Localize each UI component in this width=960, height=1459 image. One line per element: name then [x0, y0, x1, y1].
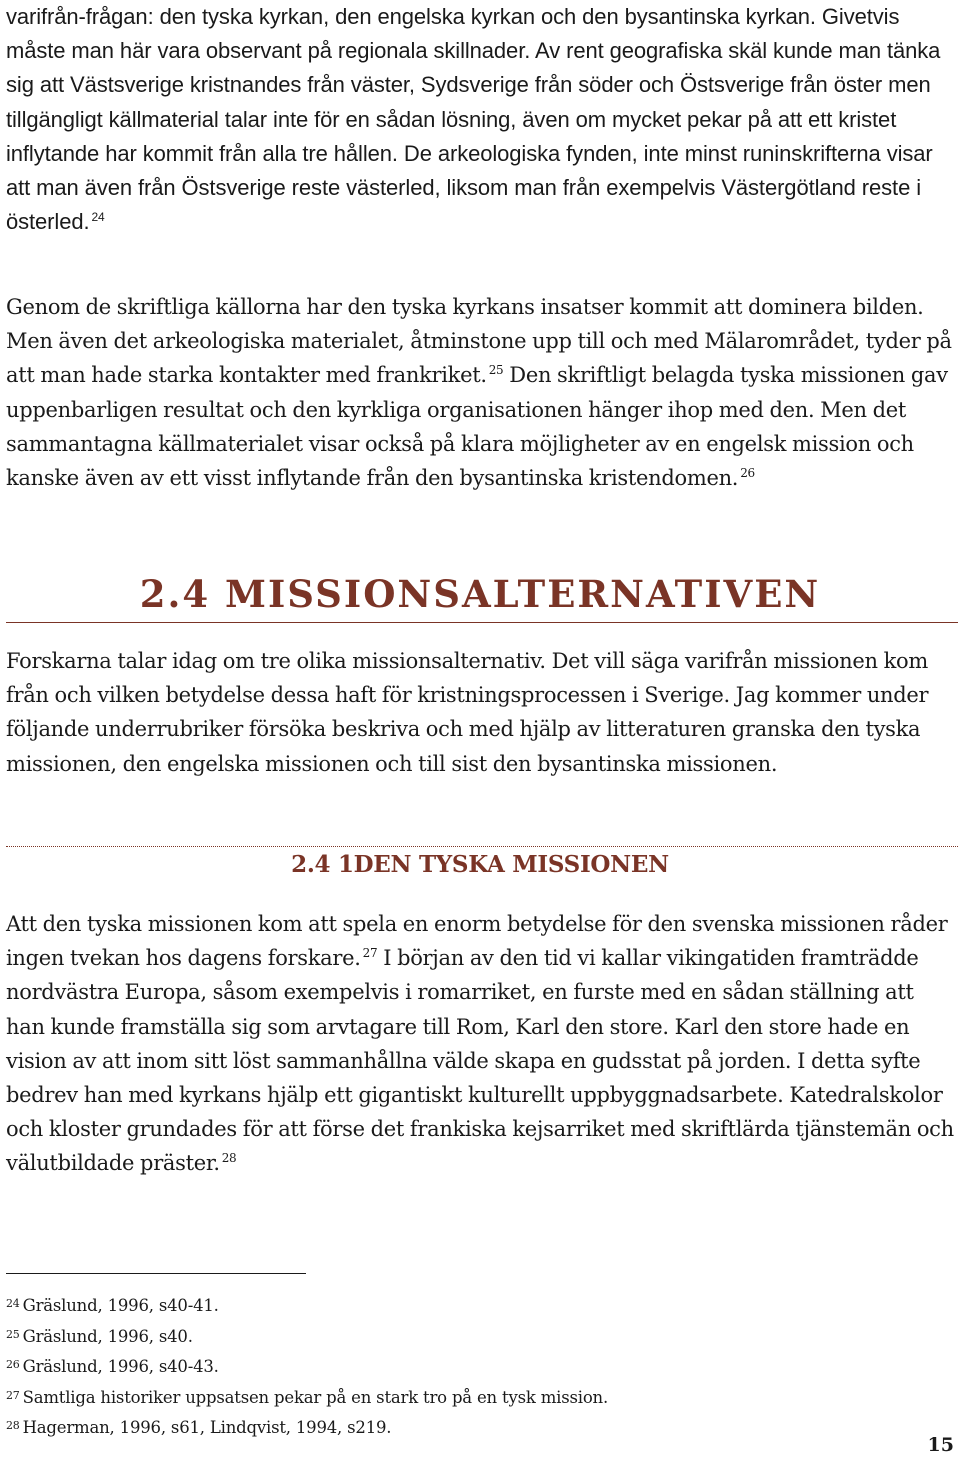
footnote-item	[6, 1351, 946, 1382]
footnote-item	[6, 1382, 946, 1413]
footnote-number: 24	[6, 1297, 20, 1310]
footnote-item	[6, 1290, 946, 1321]
footnote-number: 27	[6, 1388, 20, 1402]
footnote-text: Hagerman, 1996, s61, Lindqvist, 1994, s219.	[22, 1418, 392, 1437]
footnote-number: 25	[6, 1327, 20, 1341]
body-paragraph-text: Den skriftligt belagda tyska missionen gav uppenbarligen resultat och den kyrkliga organisationen hänger ihop med den. Men det sammantagna källmaterialet visar också på klara möjligheter av en engelsk mission och kanske även av ett visst inflytande från den bysantinska kristendomen.	[6, 363, 948, 491]
footnote-separator	[6, 1273, 306, 1274]
subsection-heading: 2.4 1DEN TYSKA MISSIONEN	[291, 851, 669, 878]
footnote-text: Samtliga historiker uppsatsen pekar på en stark tro på en tysk mission.	[22, 1387, 609, 1407]
page-number: 15	[927, 1434, 954, 1456]
body-paragraph-text: Genom de skriftliga källorna har den tyska kyrkans insatser kommit att dominera bilden. Men även det arkeologiska materialet, åtminstone upp till och med Mälarområdet, tyder på att man hade starka kontakter med frankriket.	[6, 295, 952, 388]
footnote-ref-27[interactable]: 27	[362, 946, 378, 961]
footnote-ref-25[interactable]: 25	[488, 363, 504, 378]
subsection-paragraph-text: Att den tyska missionen kom att spela en enorm betydelse för den svenska missionen råder ingen tvekan hos dagens forskare.	[6, 912, 948, 971]
subsection-paragraph	[6, 907, 956, 1181]
subsection-paragraph-text: I början av den tid vi kallar vikingatiden framträdde nordvästra Europa, såsom exempelvis i romarriket, en furste med en sådan ställning att han kunde framställa sig som arvtagare till Rom, Karl den store. Karl den store hade en vision av att inom sitt löst sammanhållna välde skapa en gudsstat på jorden. I detta syfte bedrev han med kyrkans hjälp ett gigantiskt kulturellt uppbyggnadsarbete. Katedralskolor och kloster grundades för att förse det frankiska kejsarriket med skriftlärda tjänstemän och välutbildade präster.	[6, 946, 954, 1176]
footnote-ref-24[interactable]: 24	[91, 210, 105, 225]
footnote-text: Gräslund, 1996, s40-43.	[22, 1357, 219, 1376]
body-paragraph	[6, 290, 956, 495]
section-heading: 2.4 MISSIONSALTERNATIVEN	[139, 572, 821, 616]
intro-paragraph-text: varifrån-frågan: den tyska kyrkan, den engelska kyrkan och den bysantinska kyrkan. Givetvis måste man här vara observant på regionala skillnader. Av rent geografiska skäl kunde man tänka sig att Västsverige kristnandes från väster, Sydsverige från söder och Östsverige från öster men tillgängligt källmaterial talar inte för en sådan lösning, även om mycket pekar på att ett kristet inflytande har kommit från alla tre hållen. De arkeologiska fynden, inte minst runinskrifterna visar att man även från Östsverige reste västerled, liksom man från exempelvis Västergötland reste i österled.	[6, 4, 941, 235]
footnote-item	[6, 1321, 946, 1352]
footnote-item	[6, 1412, 946, 1443]
subheading-rule	[6, 846, 958, 847]
footnote-list	[6, 1290, 946, 1443]
footnote-number: 26	[6, 1358, 20, 1371]
footnote-text: Gräslund, 1996, s40.	[22, 1326, 193, 1346]
footnote-ref-26[interactable]: 26	[740, 466, 755, 481]
section-paragraph: Forskarna talar idag om tre olika missionsalternativ. Det vill säga varifrån missionen kom från och vilken betydelse dessa haft för kristningsprocessen i Sverige. Jag kommer under följande underrubriker försöka beskriva och med hjälp av litteraturen granska den tyska missionen, den engelska missionen och till sist den bysantinska missionen.	[6, 649, 929, 776]
footnote-ref-28[interactable]: 28	[221, 1151, 237, 1166]
footnote-number: 28	[6, 1419, 20, 1432]
footnote-text: Gräslund, 1996, s40-41.	[22, 1296, 219, 1315]
intro-paragraph	[6, 0, 956, 239]
heading-rule	[6, 622, 958, 623]
